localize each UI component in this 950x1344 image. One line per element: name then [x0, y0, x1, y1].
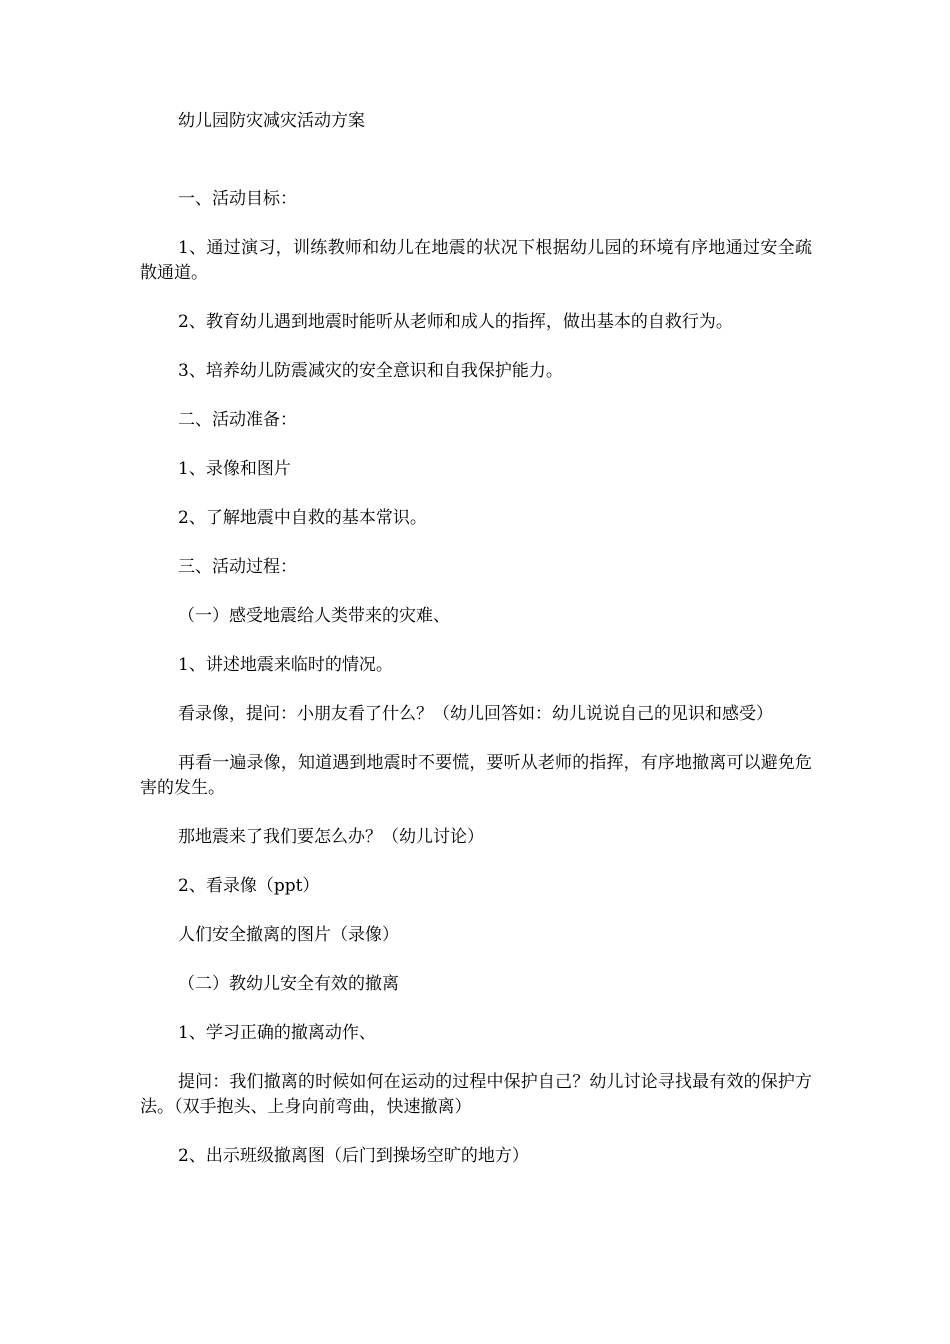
objective-item-2: 2、教育幼儿遇到地震时能听从老师和成人的指挥，做出基本的自救行为。 — [178, 312, 733, 332]
process-step: 看录像，提问：小朋友看了什么？（幼儿回答如：幼儿说说自己的见识和感受） — [178, 704, 773, 724]
section-heading-objectives: 一、活动目标： — [178, 189, 297, 209]
process-step: 提问：我们撤离的时候如何在运动的过程中保护自己？幼儿讨论寻找最有效的保护方法。（双手抱头、上身向前弯曲，快速撤离） — [140, 1072, 812, 1117]
process-step: 那地震来了我们要怎么办？（幼儿讨论） — [178, 827, 484, 847]
process-step: 1、学习正确的撤离动作、 — [178, 1023, 376, 1043]
objective-item-1: 1、通过演习，训练教师和幼儿在地震的状况下根据幼儿园的环境有序地通过安全疏散通道。 — [140, 238, 812, 283]
process-subheading-1: （一）感受地震给人类带来的灾难、 — [178, 606, 450, 626]
process-step: 1、讲述地震来临时的情况。 — [178, 655, 393, 675]
document-title: 幼儿园防灾减灾活动方案 — [178, 111, 365, 131]
process-step: 2、出示班级撤离图（后门到操场空旷的地方） — [178, 1146, 529, 1166]
process-step: 2、看录像（ppt） — [178, 876, 320, 896]
section-heading-preparation: 二、活动准备： — [178, 410, 297, 430]
preparation-item-1: 1、录像和图片 — [178, 459, 291, 479]
process-step: 人们安全撤离的图片（录像） — [178, 925, 399, 945]
process-step: 再看一遍录像，知道遇到地震时不要慌，要听从老师的指挥，有序地撤离可以避免危害的发生。 — [140, 753, 812, 798]
document-body — [140, 109, 812, 1193]
section-heading-process: 三、活动过程： — [178, 557, 297, 577]
preparation-item-2: 2、了解地震中自救的基本常识。 — [178, 508, 427, 528]
objective-item-3: 3、培养幼儿防震减灾的安全意识和自我保护能力。 — [178, 361, 563, 381]
process-subheading-2: （二）教幼儿安全有效的撤离 — [178, 974, 399, 994]
